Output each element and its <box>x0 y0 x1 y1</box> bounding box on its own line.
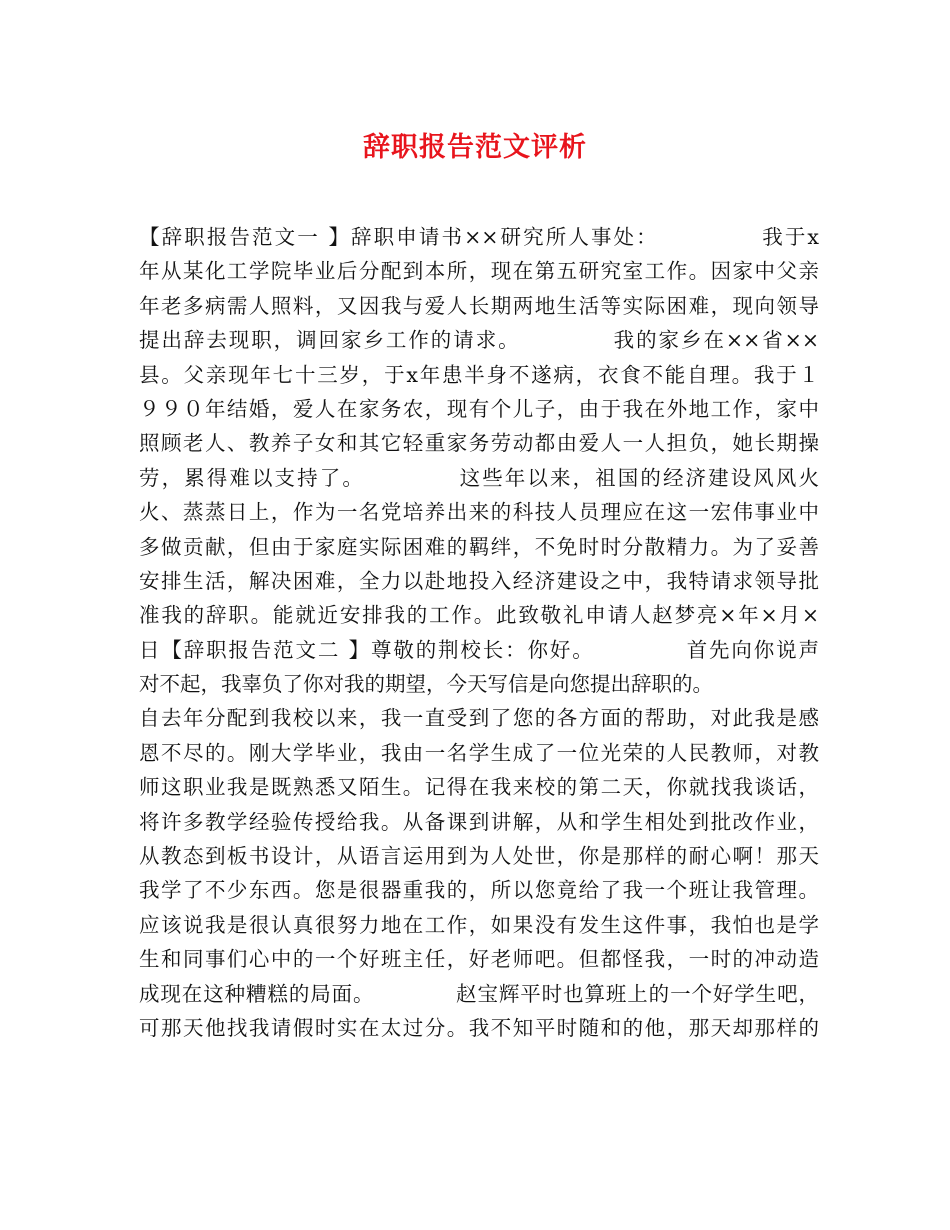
body-line: 劳，累得难以支持了。 这些年以来，祖国的经济建设风风火 <box>139 465 819 490</box>
body-line: 安排生活，解决困难，全力以赴地投入经济建设之中，我特请求领导批 <box>139 568 819 593</box>
body-line: 日【辞职报告范文二 】尊敬的荆校长：你好。 首先向你说声 <box>139 637 819 662</box>
body-line: 恩不尽的。刚大学毕业，我由一名学生成了一位光荣的人民教师，对教 <box>139 740 819 765</box>
body-line: 县。父亲现年七十三岁，于x年患半身不遂病，衣食不能自理。我于１ <box>139 362 819 387</box>
body-line: 生和同事们心中的一个好班主任，好老师吧。但都怪我，一时的冲动造 <box>139 947 819 972</box>
document-title: 辞职报告范文评析 <box>363 132 587 163</box>
body-line: 我学了不少东西。您是很器重我的，所以您竟给了我一个班让我管理。 <box>139 878 819 903</box>
body-line: 可那天他找我请假时实在太过分。我不知平时随和的他，那天却那样的 <box>139 1015 819 1040</box>
body-line: 年老多病需人照料，又因我与爱人长期两地生活等实际困难，现向领导 <box>139 293 819 318</box>
body-line: 对不起，我辜负了你对我的期望，今天写信是向您提出辞职的。 <box>139 672 713 697</box>
body-line: 火、蒸蒸日上，作为一名党培养出来的科技人员理应在这一宏伟事业中 <box>139 500 819 525</box>
body-line: 照顾老人、教养子女和其它轻重家务劳动都由爱人一人担负，她长期操 <box>139 431 819 456</box>
body-line: 师这职业我是既熟悉又陌生。记得在我来校的第二天，你就找我谈话， <box>139 775 819 800</box>
body-line: 多做贡献，但由于家庭实际困难的羁绊，不免时时分散精力。为了妥善 <box>139 534 819 559</box>
body-line: 将许多教学经验传授给我。从备课到讲解，从和学生相处到批改作业， <box>139 809 819 834</box>
body-line: 年从某化工学院毕业后分配到本所，现在第五研究室工作。因家中父亲 <box>139 259 819 284</box>
body-line: 【辞职报告范文一 】辞职申请书××研究所人事处： 我于x <box>139 225 819 249</box>
body-line: ９９０年结婚，爱人在家务农，现有个儿子，由于我在外地工作，家中 <box>139 396 819 421</box>
body-line: 提出辞去现职，调回家乡工作的请求。 我的家乡在××省×× <box>139 328 819 353</box>
body-line: 自去年分配到我校以来，我一直受到了您的各方面的帮助，对此我是感 <box>139 706 819 731</box>
body-line: 从教态到板书设计，从语言运用到为人处世，你是那样的耐心啊！那天 <box>139 844 819 869</box>
body-line: 成现在这种糟糕的局面。 赵宝辉平时也算班上的一个好学生吧， <box>139 981 819 1006</box>
body-line: 准我的辞职。能就近安排我的工作。此致敬礼申请人赵梦亮×年×月× <box>139 603 819 628</box>
document-body <box>139 220 819 1045</box>
body-line: 应该说我是很认真很努力地在工作，如果没有发生这件事，我怕也是学 <box>139 912 819 937</box>
